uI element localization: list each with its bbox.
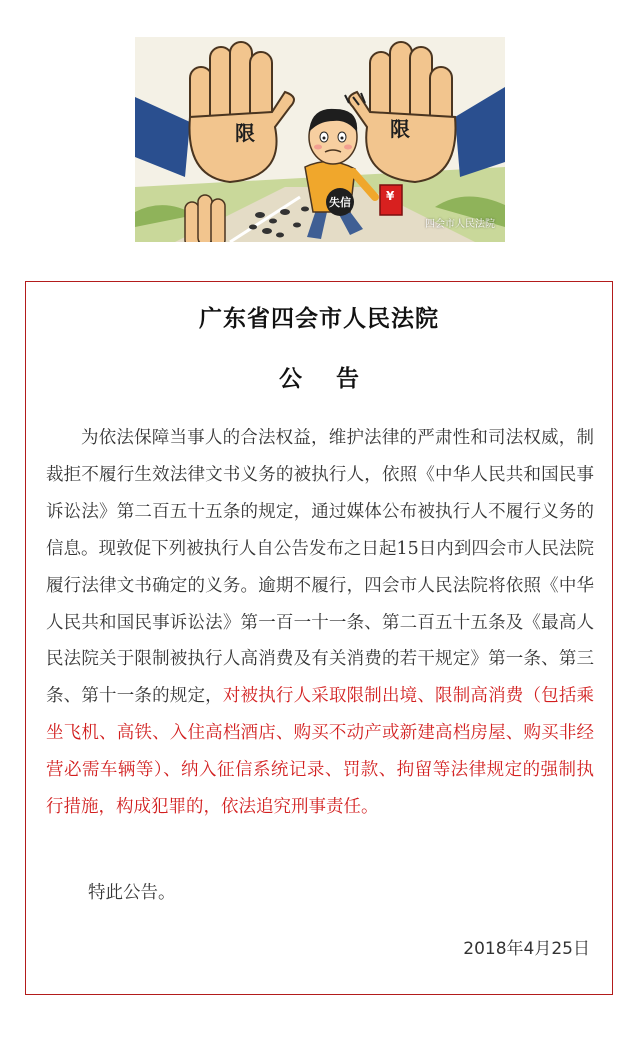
notice-date: 2018年4月25日 [463,939,590,959]
court-name-heading: 广东省四会市人民法院 [199,306,439,332]
court-watermark: 四会市人民法院 [425,219,495,230]
cartoon-graphic [135,37,505,242]
notice-title: 公告 [279,366,393,392]
notice-body-normal-text: 为依法保障当事人的合法权益，维护法律的严肃性和司法权威，制裁拒不履行生效法律文书义务的被执行人，依照《中华人民共和国民事诉讼法》第二百五十五条的规定，通过媒体公布被执行人不履行义务的信息。现敦促下列被执行人自公告发布之日起15日内到四会市人民法院履行法律文书确定的义务。逾期不履行，四会市人民法院将依照《中华人民共和国民事诉讼法》第一百一十一条、第二百五十五条及《最高人民法院关于限制被执行人高消费及有关消费的若干规定》第一条、第三条、第十一条的规定， [46,428,594,707]
envelope-symbol: ¥ [386,189,395,203]
dishonesty-badge-label: 失信 [329,196,351,209]
header-illustration [135,37,505,242]
small-hand-shape [185,195,225,242]
notice-box [25,281,613,995]
notice-closing: 特此公告。 [88,883,176,903]
right-hand-label: 限 [390,117,410,141]
notice-body-paragraph [46,420,594,826]
notice-body-red-text: 对被执行人采取限制出境、限制高消费（包括乘坐飞机、高铁、入住高档酒店、购买不动产或新建高档房屋、购买非经营必需车辆等）、纳入征信系统记录、罚款、拘留等法律规定的强制执行措施，构成犯罪的，依法追究刑事责任。 [46,686,595,818]
left-hand-label: 限 [235,121,255,145]
